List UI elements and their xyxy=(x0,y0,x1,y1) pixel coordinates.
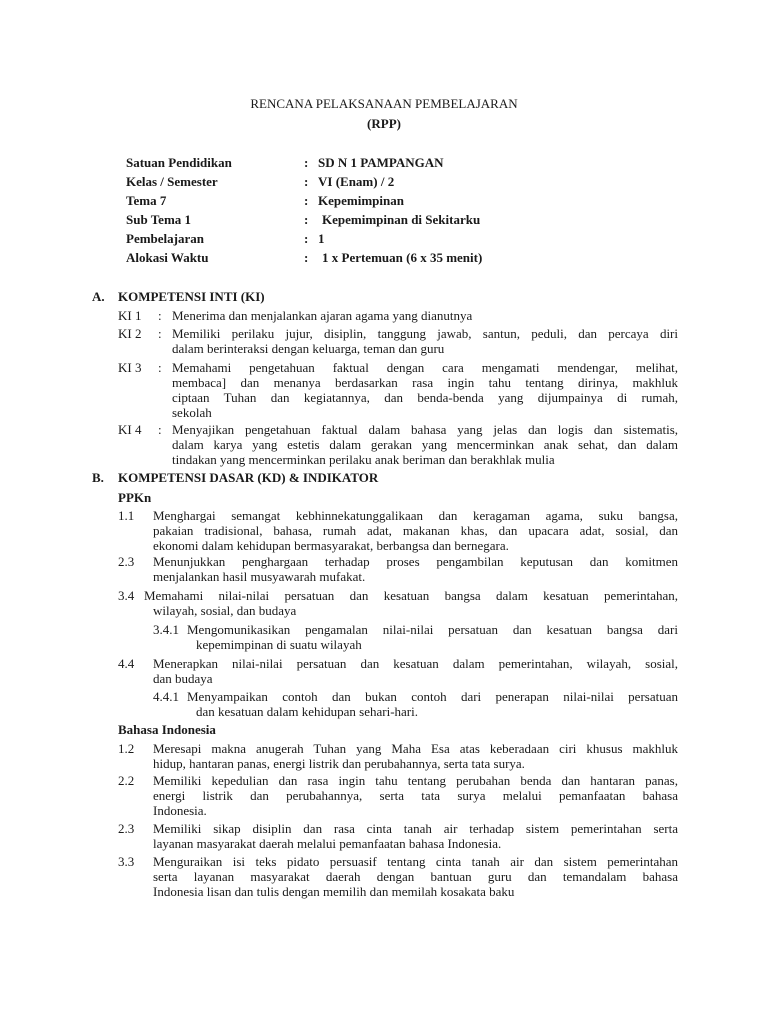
ki-code: KI 4 xyxy=(118,422,142,437)
subject-heading-ppkn: PPKn xyxy=(118,490,152,505)
ki-code: KI 2 xyxy=(118,326,142,341)
subject-heading-bahasa: Bahasa Indonesia xyxy=(118,722,216,737)
indicator-text: Mengomunikasikan pengamalan nilai-nilai persatuan dan kesatuan bangsa dari xyxy=(187,622,678,637)
ki-sep: : xyxy=(158,308,162,323)
kd-number: 2.3 xyxy=(118,554,135,569)
kd-text: Menunjukkan penghargaan terhadap proses pengambilan keputusan dan komitmen xyxy=(153,554,678,569)
kd-number: 3.3 xyxy=(118,854,135,869)
kd-text: layanan masyarakat daerah melalui pemanfaatan bahasa Indonesia. xyxy=(153,836,502,851)
ki-text: dalam karya yang estetis dalam gerakan yang mencerminkan anak sehat, dan dalam xyxy=(172,437,678,452)
section-a-title: KOMPETENSI INTI (KI) xyxy=(118,289,265,304)
identity-label: Sub Tema 1 xyxy=(126,212,192,227)
identity-label: Tema 7 xyxy=(126,193,167,208)
kd-number: 1.2 xyxy=(118,741,135,756)
identity-label: Alokasi Waktu xyxy=(126,250,209,265)
kd-text: Indonesia lisan dan tulis dengan memilih dan memilah kosakata baku xyxy=(153,884,515,899)
kd-number: 1.1 xyxy=(118,508,135,523)
identity-label: Kelas / Semester xyxy=(126,174,218,189)
ki-text: dalam berinteraksi dengan keluarga, teman dan guru xyxy=(172,341,445,356)
ki-text: Memahami pengetahuan faktual dengan cara mengamati mendengar, melihat, xyxy=(172,360,678,375)
identity-value: Kepemimpinan di Sekitarku xyxy=(322,212,481,227)
kd-number: 2.2 xyxy=(118,773,135,788)
kd-text: pakaian tradisional, bahasa, rumah adat, makanan khas, dan upacara adat, sosial, dan xyxy=(153,523,678,538)
kd-text: serta layanan masyarakat daerah dengan bantuan guru dan temandalam bahasa xyxy=(153,869,678,884)
kd-text: menjalankan hasil musyawarah mufakat. xyxy=(153,569,366,584)
document-subtitle: (RPP) xyxy=(367,116,401,131)
ki-text: Menerima dan menjalankan ajaran agama yang dianutnya xyxy=(172,308,473,323)
ki-code: KI 3 xyxy=(118,360,142,375)
section-b-title: KOMPETENSI DASAR (KD) & INDIKATOR xyxy=(118,470,379,485)
indicator-text: dan kesatuan dalam kehidupan sehari-hari. xyxy=(196,704,418,719)
section-b-letter: B. xyxy=(92,470,104,485)
ki-text: Menyajikan pengetahuan faktual dalam bahasa yang jelas dan logis dan sistematis, xyxy=(172,422,678,437)
indicator-number: 4.4.1 xyxy=(153,689,179,704)
indicator-number: 3.4.1 xyxy=(153,622,179,637)
kd-text: wilayah, sosial, dan budaya xyxy=(153,603,297,618)
kd-text: ekonomi dalam kehidupan bermasyarakat, berbangsa dan bernegara. xyxy=(153,538,509,553)
kd-text: Menghargai semangat kebhinnekatunggalikaan dan keragaman agama, suku bangsa, xyxy=(153,508,678,523)
ki-text: Memiliki perilaku jujur, disiplin, tanggung jawab, santun, peduli, dan percaya diri xyxy=(172,326,678,341)
identity-sep: : xyxy=(304,155,309,170)
kd-text: Menguraikan isi teks pidato persuasif tentang cinta tanah air dan sistem pemerintahan xyxy=(153,854,678,869)
indicator-text: Menyampaikan contoh dan bukan contoh dari penerapan nilai-nilai persatuan xyxy=(187,689,678,704)
kd-text: Memiliki sikap disiplin dan rasa cinta tanah air terhadap sistem pemerintahan serta xyxy=(153,821,678,836)
kd-text: Menerapkan nilai-nilai persatuan dan kesatuan dalam pemerintahan, wilayah, sosial, xyxy=(153,656,678,671)
kd-text: energi listrik dan perubahannya, serta tata surya melalui pemanfaatan bahasa xyxy=(153,788,678,803)
identity-sep: : xyxy=(304,212,309,227)
document-title: RENCANA PELAKSANAAN PEMBELAJARAN xyxy=(250,96,518,111)
identity-label: Pembelajaran xyxy=(126,231,204,246)
identity-sep: : xyxy=(304,193,309,208)
kd-text: Indonesia. xyxy=(153,803,207,818)
kd-text: Meresapi makna anugerah Tuhan yang Maha Esa atas keberadaan ciri khusus makhluk xyxy=(153,741,678,756)
identity-value: VI (Enam) / 2 xyxy=(318,174,395,189)
identity-value: SD N 1 PAMPANGAN xyxy=(318,155,444,170)
identity-sep: : xyxy=(304,250,309,265)
kd-number: 4.4 xyxy=(118,656,135,671)
indicator-text: kepemimpinan di suatu wilayah xyxy=(196,637,362,652)
ki-text: membaca] dan menanya berdasarkan rasa ingin tahu tentang dirinya, makhluk xyxy=(172,375,678,390)
kd-text: hidup, hantaran panas, energi listrik dan perubahannya, serta tata surya. xyxy=(153,756,525,771)
ki-sep: : xyxy=(158,422,162,437)
identity-sep: : xyxy=(304,174,309,189)
kd-text: dan budaya xyxy=(153,671,213,686)
ki-text: sekolah xyxy=(172,405,212,420)
kd-text: Memiliki kepedulian dan rasa ingin tahu tentang perubahan benda dan hantaran panas, xyxy=(153,773,678,788)
section-a-letter: A. xyxy=(92,289,105,304)
ki-sep: : xyxy=(158,326,162,341)
identity-value: 1 x Pertemuan (6 x 35 menit) xyxy=(322,250,483,265)
ki-text: ciptaan Tuhan dan kegiatannya, dan benda-benda yang dijumpainya di rumah, xyxy=(172,390,678,405)
ki-text: tindakan yang mencerminkan perilaku anak beriman dan berakhlak mulia xyxy=(172,452,555,467)
identity-label: Satuan Pendidikan xyxy=(126,155,232,170)
kd-number: 2.3 xyxy=(118,821,135,836)
identity-value: 1 xyxy=(318,231,325,246)
kd-text: Memahami nilai-nilai persatuan dan kesatuan bangsa dalam kesatuan pemerintahan, xyxy=(144,588,678,603)
ki-code: KI 1 xyxy=(118,308,142,323)
kd-number: 3.4 xyxy=(118,588,135,603)
identity-value: Kepemimpinan xyxy=(318,193,404,208)
ki-sep: : xyxy=(158,360,162,375)
identity-sep: : xyxy=(304,231,309,246)
